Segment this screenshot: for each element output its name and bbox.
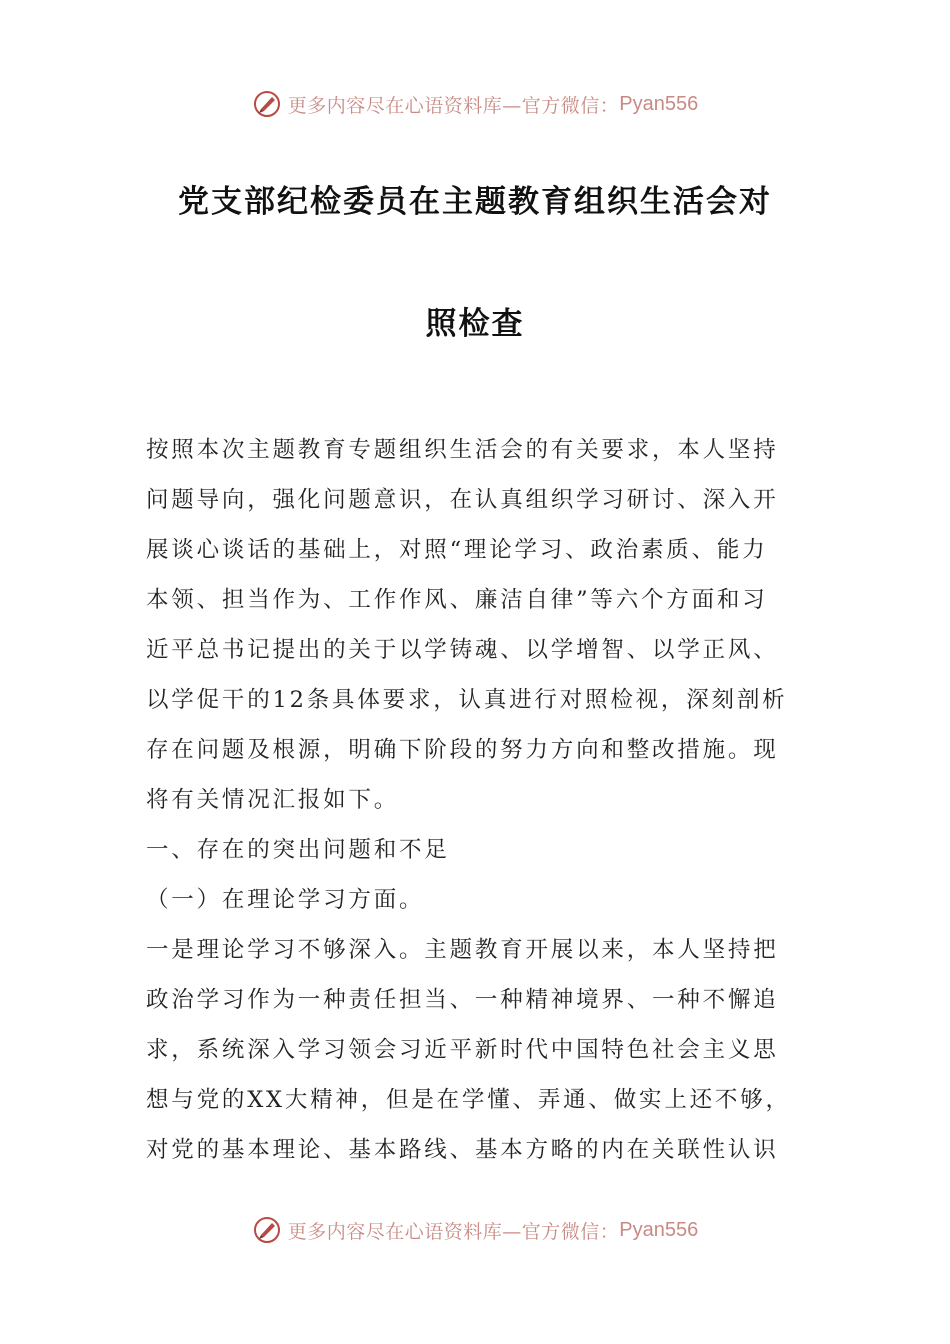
body-line: 展谈心谈话的基础上，对照“理论学习、政治素质、能力 [146, 537, 768, 563]
watermark-wechat-id: Pyan556 [619, 1218, 699, 1241]
body-line: 以学促干的12条具体要求，认真进行对照检视，深刻剖析 [146, 687, 788, 713]
body-line: 想与党的XX大精神，但是在学懂、弄通、做实上还不够， [146, 1087, 791, 1113]
watermark-text: 更多内容尽在心语资料库—官方微信： [287, 1220, 620, 1243]
footer-watermark [0, 1208, 950, 1252]
body-line: 求，系统深入学习领会习近平新时代中国特色社会主义思 [146, 1037, 779, 1063]
watermark-text: 更多内容尽在心语资料库—官方微信： [287, 94, 620, 117]
body-line: 问题导向，强化问题意识，在认真组织学习研讨、深入开 [146, 487, 779, 513]
document-title-line-1: 党支部纪检委员在主题教育组织生活会对 [178, 184, 772, 220]
body-line: 本领、担当作为、工作作风、廉洁自律”等六个方面和习 [146, 587, 768, 613]
body-line: 存在问题及根源，明确下阶段的努力方向和整改措施。现 [146, 737, 779, 763]
body-line: 对党的基本理论、基本路线、基本方略的内在关联性认识 [146, 1137, 779, 1163]
header-watermark [0, 82, 950, 126]
section-heading: 一、存在的突出问题和不足 [146, 837, 450, 863]
watermark-wechat-id: Pyan556 [619, 92, 699, 115]
subsection-heading: （一）在理论学习方面。 [146, 887, 425, 913]
body-line: 按照本次主题教育专题组织生活会的有关要求，本人坚持 [146, 437, 779, 463]
body-line: 一是理论学习不够深入。主题教育开展以来，本人坚持把 [146, 937, 779, 963]
document-title-line-2: 照检查 [425, 306, 525, 342]
body-line: 政治学习作为一种责任担当、一种精神境界、一种不懈追 [146, 987, 779, 1013]
body-line: 近平总书记提出的关于以学铸魂、以学增智、以学正风、 [146, 637, 779, 663]
pen-logo-icon [252, 1215, 282, 1245]
pen-logo-icon [252, 89, 282, 119]
body-line: 将有关情况汇报如下。 [146, 787, 400, 813]
